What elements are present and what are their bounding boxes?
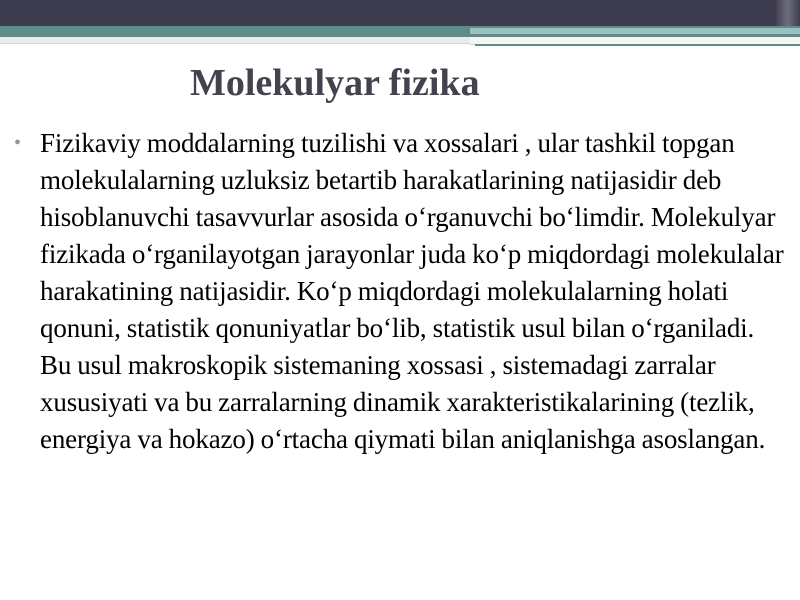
bullet-item xyxy=(14,125,784,458)
slide-title: Molekulyar fizika xyxy=(190,62,480,104)
slide-teal-strip-light xyxy=(470,28,800,34)
slide-header-band-highlight xyxy=(775,0,800,26)
slide-body xyxy=(14,125,784,458)
slide-accent-line xyxy=(475,44,800,46)
slide-page-frame xyxy=(0,37,475,44)
bullet-marker: • xyxy=(14,132,22,154)
slide-header-band xyxy=(0,0,800,26)
bullet-text: Fizikaviy moddalarning tuzilishi va xossalari , ular tashkil topgan molekulalarning uzluksiz betartib harakatlarining natijasidir deb hisoblanuvchi tasavvurlar asosida o‘rganuvchi bo‘limdir. Molekulyar fizikada o‘rganilayotgan jarayonlar juda ko‘p miqdordagi molekulalar harakatining natijasidir. Ko‘p miqdordagi molekulalarning holati qonuni, statistik qonuniyatlar bo‘lib, statistik usul bilan o‘rganiladi. Bu usul makroskopik sistemaning xossasi , sistemadagi zarralar xususiyati va bu zarralarning dinamik xarakteristikalarining (tezlik, energiya va hokazo) o‘rtacha qiymati bilan aniqlanishga asoslangan. xyxy=(40,128,784,454)
